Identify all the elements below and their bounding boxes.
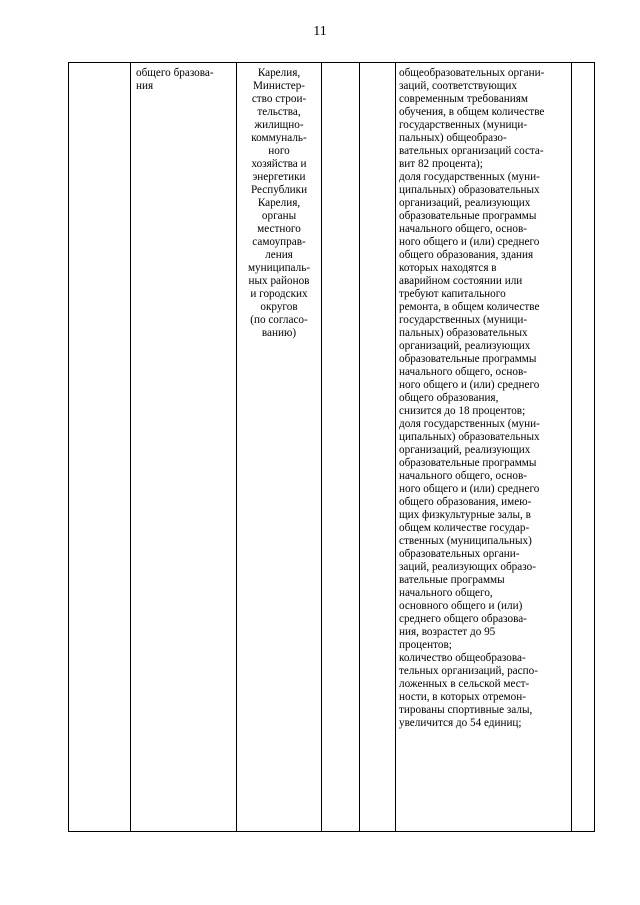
table (68, 62, 595, 832)
text-line: образовательные программы (399, 353, 537, 365)
text-line: общеобразовательных органи- (399, 67, 545, 79)
text-line: организаций, реализующих (399, 197, 531, 209)
text-line: пальных) образовательных (399, 327, 528, 339)
text-line: ления (265, 249, 293, 261)
page-number: 11 (313, 24, 327, 39)
text-line: доля государственных (муни- (399, 418, 540, 430)
text-line: аварийном состоянии или (399, 275, 523, 287)
text-line: ного (268, 145, 290, 157)
text-line: ности, в которых отремон- (399, 691, 526, 703)
text-line: организаций, реализующих (399, 444, 531, 456)
text-line: ных районов (248, 275, 310, 287)
text-line: начального общего, основ- (399, 223, 527, 235)
text-line: которых находятся в (399, 262, 497, 274)
text-line: ного общего и (или) среднего (399, 236, 540, 248)
text-line: процентов; (399, 639, 452, 651)
text-line: Министер- (252, 80, 306, 92)
text-line: и городских (250, 288, 308, 300)
text-line: энергетики (252, 171, 306, 183)
text-line: общего бразова- (136, 67, 214, 79)
text-line: основного общего и (или) (399, 600, 523, 612)
text-line: вательные программы (399, 574, 505, 586)
text-line: хозяйства и (251, 158, 307, 170)
text-line: ство строи- (251, 93, 307, 105)
text-line: обучения, в общем количестве (399, 106, 545, 118)
text-line: начального общего, основ- (399, 366, 527, 378)
text-line: увеличится до 54 единиц; (399, 717, 522, 729)
text-line: образовательных органи- (399, 548, 520, 560)
text-line: органы (261, 210, 297, 222)
text-line: заций, соответствующих (399, 80, 517, 92)
text-line: ремонта, в общем количестве (399, 301, 540, 313)
text-line: вательных организаций соста- (399, 145, 544, 157)
text-line: заций, реализующих образо- (399, 561, 536, 573)
column-divider (321, 63, 322, 831)
text-line: среднего общего образова- (399, 613, 527, 625)
text-line: Республики (250, 184, 308, 196)
text-line: жилищно- (254, 119, 304, 131)
text-line: общего образования, здания (399, 249, 534, 261)
text-line: Карелия, (257, 67, 301, 79)
column-divider (130, 63, 131, 831)
result-cell (399, 67, 544, 730)
text-line: образовательные программы (399, 210, 537, 222)
text-line: количество общеобразова- (399, 652, 526, 664)
text-line: начального общего, (399, 587, 493, 599)
text-line: современным требованиям (399, 93, 528, 105)
column-divider (359, 63, 360, 831)
text-line: общего образования, (399, 392, 499, 404)
text-line: ложенных в сельской мест- (399, 678, 530, 690)
text-line: образовательные программы (399, 457, 537, 469)
text-line: доля государственных (муни- (399, 171, 540, 183)
text-line: ного общего и (или) среднего (399, 483, 540, 495)
text-line: Карелия, (257, 197, 301, 209)
text-line: коммуналь- (251, 132, 307, 144)
text-line: тельства, (257, 106, 301, 118)
text-line: ния (136, 80, 154, 92)
responsible-cell (237, 67, 321, 340)
text-line: самоуправ- (252, 236, 306, 248)
text-line: государственных (муници- (399, 119, 528, 131)
text-line: ванию) (261, 327, 297, 339)
text-line: снизится до 18 процентов; (399, 405, 526, 417)
text-line: общего образования, имею- (399, 496, 532, 508)
column-divider (395, 63, 396, 831)
text-line: общем количестве государ- (399, 522, 530, 534)
text-line: ного общего и (или) среднего (399, 379, 540, 391)
text-line: ципальных) образовательных (399, 184, 540, 196)
text-line: ципальных) образовательных (399, 431, 540, 443)
text-line: организаций, реализующих (399, 340, 531, 352)
text-line: тированы спортивные залы, (399, 704, 533, 716)
text-line: пальных) общеобразо- (399, 132, 507, 144)
text-line: государственных (муници- (399, 314, 528, 326)
text-line: (по согласо- (250, 314, 308, 326)
text-line: местного (257, 223, 301, 235)
text-line: ния, возрастет до 95 (399, 626, 496, 638)
text-line: муниципаль- (247, 262, 311, 274)
text-line: щих физкультурные залы, в (399, 509, 531, 521)
text-line: вит 82 процента); (399, 158, 483, 170)
task-cell (136, 67, 214, 93)
text-line: округов (260, 301, 298, 313)
text-line: тельных организаций, распо- (399, 665, 538, 677)
text-line: ственных (муниципальных) (399, 535, 532, 547)
column-divider (571, 63, 572, 831)
text-line: начального общего, основ- (399, 470, 527, 482)
text-line: требуют капитального (399, 288, 506, 300)
